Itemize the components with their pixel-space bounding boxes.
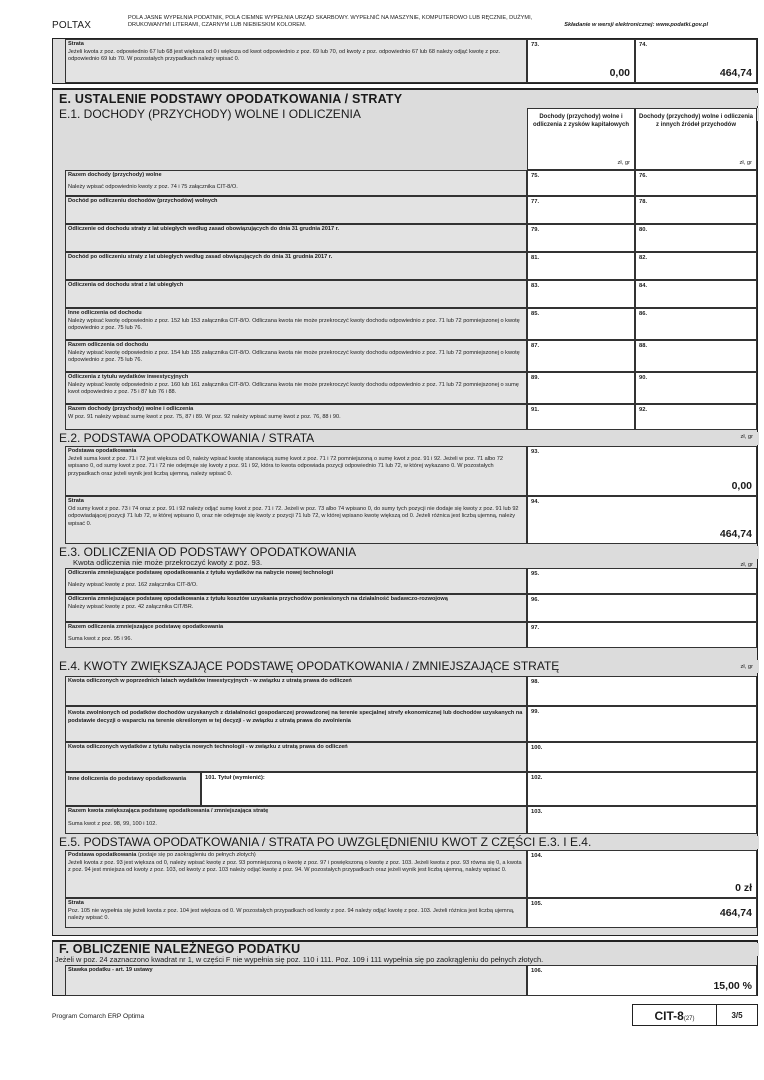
field-89[interactable]: 89. (527, 372, 635, 404)
e2-unit: zł, gr (740, 434, 753, 440)
e3-row-96: Odliczenia zmniejszające podstawę opodatkowania z tytułu kosztów uzyskania przychodów poniesionych na działalność badawczo-rozwojową Należy wpisać kwotę z poz. 42 załącznika CIT/BR. 96. (65, 594, 757, 622)
e5-row-104: Podstawa opodatkowania (podaje się po zaokrągleniu do pełnych złotych) Jeżeli kwota z poz. 93 jest większa od 0, należy wpisać kwotę z poz. 93 pomniejszoną o kwotę z poz. 97 i powiększoną o kwotę z poz. 103. Jeżeli kwota z poz. 93 równa się 0, a kwota z poz. 94 jest mniejsza od kwoty z poz. 103, od kwoty z poz. 103 należy odjąć kwotę z poz. 94. W pozostałych przypadkach oraz jeżeli wynik jest liczbą ujemną, należy wpisać 0. 104. 0 zł (65, 850, 757, 898)
section-f (52, 940, 758, 996)
e4-row-98: Kwota odliczonych w poprzednich latach wydatków inwestycyjnych - w związku z utratą prawa do odliczeń 98. (65, 676, 757, 706)
e4-row-100: Kwota odliczonych wydatków z tytułu nabycia nowych technologii - w związku z utratą prawa do odliczeń 100. (65, 742, 757, 772)
eform-note: Składanie w wersji elektronicznej: www.podatki.gov.pl (564, 22, 708, 28)
field-97[interactable]: 97. (527, 622, 757, 648)
section-f-title: F. OBLICZENIE NALEŻNEGO PODATKU (53, 943, 759, 956)
fill-instructions (128, 15, 708, 29)
strata-continuation-block (52, 38, 758, 84)
field-104[interactable]: 104. 0 zł (527, 850, 757, 898)
field-102[interactable]: 102. (527, 772, 757, 806)
e1-row-77-78: Dochód po odliczeniu dochodów (przychodów) wolnych 77. 78. (65, 196, 757, 224)
field-76[interactable]: 76. (635, 170, 757, 196)
e1-row-91-92: Razem dochody (przychody) wolne i odliczenia W poz. 91 należy wpisać sumę kwot z poz. 75, 87 i 89. W poz. 92 należy wpisać sumę kwot z poz. 76, 88 i 90. 91. 92. (65, 404, 757, 430)
section-e3-subtitle: Kwota odliczenia nie może przekroczyć kwoty z poz. 93. (73, 558, 263, 567)
e1-row-79-80: Odliczenie od dochodu straty z lat ubiegłych według zasad obowiązujących do dnia 31 grudnia 2017 r. 79. 80. (65, 224, 757, 252)
strata-label: Strata Jeżeli kwota z poz. odpowiednio 67 lub 68 jest większa od 0 i większa od kwot odpowiednio z poz. 69 lub 70, od kwoty z poz. odpowiednio 67 lub 68 należy odjąć kwotę z poz. odpowiednio 69 lub 70. W pozostałych przypadkach należy wpisać 0. (65, 39, 527, 83)
poltax-brand: POLTAX (52, 20, 92, 31)
e3-row-95: Odliczenia zmniejszające podstawę opodatkowania z tytułu wydatków na nabycie nowej technologii Należy wpisać kwotę z poz. 162 załącznika CIT-8/O. 95. (65, 568, 757, 594)
field-92[interactable]: 92. (635, 404, 757, 430)
e1-row-87-88: Razem odliczenia od dochodu Należy wpisać kwotę odpowiednio z poz. 154 lub 155 załącznika CIT-8/O. Odliczana kwota nie może przekroczyć kwoty dochodu odpowiednio z poz. 71 lub 72 pomniejszonej o kwotę odpowiednio z poz. 75 lub 76. 87. 88. (65, 340, 757, 372)
field-83[interactable]: 83. (527, 280, 635, 308)
e1-row-89-90: Odliczenia z tytułu wydatków inwestycyjnych Należy wpisać kwotę odpowiednio z poz. 160 lub 161 załącznika CIT-8/O. Odliczana kwota nie może przekroczyć kwoty dochodu odpowiednio z poz. 71 lub 72 pomniejszonej o sumę kwot odpowiednio z poz. 75 i 87 lub 76 i 88. 89. 90. (65, 372, 757, 404)
field-80[interactable]: 80. (635, 224, 757, 252)
section-e3-title: E.3. ODLICZENIA OD PODSTAWY OPODATKOWANIA (53, 546, 759, 559)
field-96[interactable]: 96. (527, 594, 757, 622)
page-header (0, 0, 764, 40)
instruction-line-2: DRUKOWANYMI LITERAMI, CZARNYM LUB NIEBIESKIM KOLOREM. (128, 22, 307, 28)
e1-row-75-76: Razem dochody (przychody) wolne Należy wpisać odpowiednio kwoty z poz. 74 i 75 załącznika CIT-8/O. 75. 76. (65, 170, 757, 196)
page-number: 3/5 (731, 1011, 743, 1020)
field-93[interactable]: 93. 0,00 (527, 446, 757, 496)
field-85[interactable]: 85. (527, 308, 635, 340)
e4-row-103: Razem kwota zwiększająca podstawę opodatkowania / zmniejszająca stratę Suma kwot z poz. 98, 99, 100 i 102. 103. (65, 806, 757, 834)
field-81[interactable]: 81. (527, 252, 635, 280)
field-74[interactable]: 74. 464,74 (635, 39, 757, 83)
field-90[interactable]: 90. (635, 372, 757, 404)
field-78[interactable]: 78. (635, 196, 757, 224)
field-86[interactable]: 86. (635, 308, 757, 340)
field-91[interactable]: 91. (527, 404, 635, 430)
e1-row-83-84: Odliczenia od dochodu strat z lat ubiegłych 83. 84. (65, 280, 757, 308)
field-105[interactable]: 105. 464,74 (527, 898, 757, 928)
e4-unit: zł, gr (740, 664, 753, 670)
section-e2-title: E.2. PODSTAWA OPODATKOWANIA / STRATA (53, 432, 759, 445)
field-94[interactable]: 94. 464,74 (527, 496, 757, 544)
e2-row-94: Strata Od sumy kwot z poz. 73 i 74 oraz z poz. 91 i 92 należy odjąć sumę kwot z poz. 71 i 72. Jeżeli w poz. 73 albo 74 wpisano 0, do sumy tych pozycji nie dodaje się kwoty z poz. 91 lub 92 odpowiadającej pozycji 71 lub 72, w której wpisano 0, oraz nie odejmuje się kwoty z pozycji 71 lub 72, w której wpisano kwotę większą od 0. Jeżeli różnica jest liczbą ujemną, należy wpisać 0. 94. 464,74 (65, 496, 757, 544)
field-87[interactable]: 87. (527, 340, 635, 372)
field-77[interactable]: 77. (527, 196, 635, 224)
e3-unit: zł, gr (740, 562, 753, 568)
form-id-box (632, 1004, 758, 1026)
e1-row-81-82: Dochód po odliczeniu straty z lat ubiegłych według zasad obwiązujących do dnia 31 grudnia 2017 r. 81. 82. (65, 252, 757, 280)
e4-row-99: Kwota zwolnionych od podatków dochodów uzyskanych z działalności gospodarczej prowadzonej na terenie specjalnej strefy ekonomicznej lub dochodów uzyskanych na podstawie decyzji o wsparciu na terenie określonym w tej decyzji - w związku z utratą prawa do zwolnienia 99. (65, 706, 757, 742)
field-82[interactable]: 82. (635, 252, 757, 280)
field-75[interactable]: 75. (527, 170, 635, 196)
field-106-tax-rate[interactable]: 106. 15,00 % (527, 965, 757, 996)
program-name: Program Comarch ERP Optima (52, 1013, 145, 1020)
field-100[interactable]: 100. (527, 742, 757, 772)
section-e (52, 88, 758, 936)
e5-row-105: Strata Poz. 105 nie wypełnia się jeżeli kwota z poz. 104 jest większa od 0. W pozostałych przypadkach od kwoty z poz. 94 należy odjąć kwotę z poz. 103. Jeżeli różnica jest liczbą ujemną, należy wpisać 0. 105. 464,74 (65, 898, 757, 928)
field-84[interactable]: 84. (635, 280, 757, 308)
form-code: CIT-8(27) (633, 1005, 717, 1025)
e4-row-101-102: Inne doliczenia do podstawy opodatkowania 101. Tytuł (wymienić): 102. (65, 772, 757, 806)
e1-col1-header: Dochody (przychody) wolne i odliczenia z zysków kapitałowych zł, gr (527, 108, 635, 170)
section-e4-title: E.4. KWOTY ZWIĘKSZAJĄCE PODSTAWĘ OPODATKOWANIA / ZMNIEJSZAJĄCE STRATĘ (53, 660, 759, 673)
field-98[interactable]: 98. (527, 676, 757, 706)
section-f-note: Jeżeli w poz. 24 zaznaczono kwadrat nr 1, w części F nie wypełnia się poz. 110 i 111. Poz. 109 i 111 wypełnia się po zaokrągleniu do pełnych złotych. (55, 955, 544, 964)
field-99[interactable]: 99. (527, 706, 757, 742)
field-79[interactable]: 79. (527, 224, 635, 252)
field-73[interactable]: 73. 0,00 (527, 39, 635, 83)
section-e5-title: E.5. PODSTAWA OPODATKOWANIA / STRATA PO UWZGLĘDNIENIU KWOT Z CZĘŚCI E.3. I E.4. (53, 836, 759, 849)
f-row-106: Stawka podatku - art. 19 ustawy 106. 15,00 % (65, 965, 757, 996)
instruction-line-1: POLA JASNE WYPEŁNIA PODATNIK, POLA CIEMNE WYPEŁNIA URZĄD SKARBOWY. WYPEŁNIĆ NA MASZYNIE, KOMPUTEROWO LUB RĘCZNIE, DUŻYMI, (128, 15, 533, 21)
field-88[interactable]: 88. (635, 340, 757, 372)
section-e1-title: E.1. DOCHODY (PRZYCHODY) WOLNE I ODLICZENIA (53, 108, 759, 121)
e1-row-85-86: Inne odliczenia od dochodu Należy wpisać kwotę odpowiednio z poz. 152 lub 153 załącznika CIT-8/O. Odliczana kwota nie może przekroczyć kwoty dochodu odpowiednio z poz. 71 lub 72 pomniejszonej o kwotę odpowiednio z poz. 75 lub 76. 85. 86. (65, 308, 757, 340)
field-103[interactable]: 103. (527, 806, 757, 834)
e3-row-97: Razem odliczenia zmniejszające podstawę opodatkowania Suma kwot z poz. 95 i 96. 97. (65, 622, 757, 648)
e2-row-93: Podstawa opodatkowania Jeżeli suma kwot z poz. 71 i 72 jest większa od 0, należy wpisać kwotę stanowiącą sumę kwot z poz. 71 i 72 pomniejszoną o sumę kwot z poz. 91 i 92. Jeżeli w poz. 71 albo 72 wpisano 0, od sumy kwot z poz. 71 i 72 nie odejmuje się kwoty z poz. 91 i 92, która to kwota odpowiada pozycji odpowiednio 71 lub 72, w której wykazano 0. W pozostałych przypadkach oraz jeżeli wynik jest liczbą ujemną, należy wpisać 0. 93. 0,00 (65, 446, 757, 496)
e1-col2-header: Dochody (przychody) wolne i odliczenia z innych źródeł przychodów zł, gr (635, 108, 757, 170)
field-101-title[interactable]: 101. Tytuł (wymienić): (201, 772, 527, 806)
page-footer (52, 1004, 758, 1032)
field-95[interactable]: 95. (527, 568, 757, 594)
section-e-title: E. USTALENIE PODSTAWY OPODATKOWANIA / STRATY (53, 93, 759, 106)
